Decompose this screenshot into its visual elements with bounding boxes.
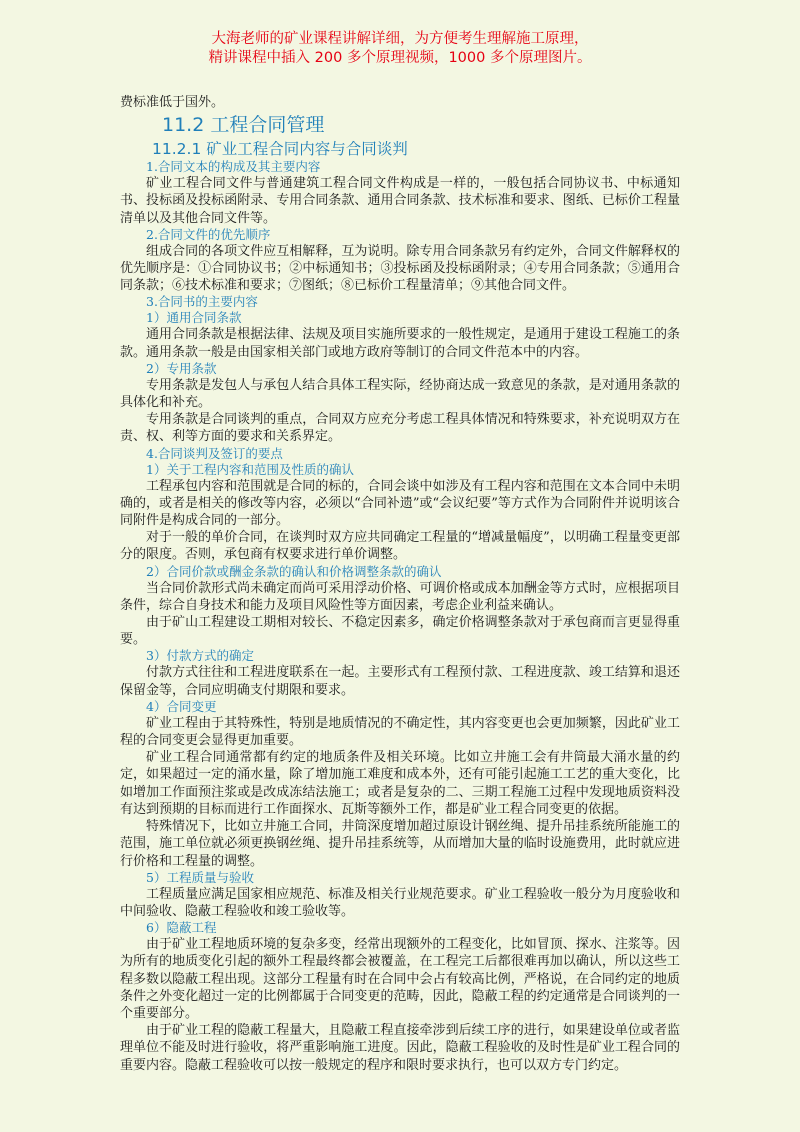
paragraph: 由于矿山工程建设工期相对较长、不稳定因素多，确定价格调整条款对于承包商而言更显得重要。 bbox=[120, 615, 680, 648]
section-heading: 11.2 工程合同管理 bbox=[162, 114, 325, 137]
item-heading: 1）通用合同条款 bbox=[146, 310, 242, 326]
item-heading: 3）付款方式的确定 bbox=[146, 648, 254, 664]
item-heading: 2）专用条款 bbox=[146, 360, 217, 376]
promo-banner-line-2: 精讲课程中插入 200 多个原理视频，1000 多个原理图片。 bbox=[208, 50, 592, 66]
subsection-heading: 11.2.1 矿业工程合同内容与合同谈判 bbox=[152, 140, 408, 159]
promo-banner bbox=[0, 30, 800, 68]
item-heading: 2.合同文件的优先顺序 bbox=[146, 226, 271, 242]
item-heading: 4）合同变更 bbox=[146, 698, 217, 714]
paragraph: 当合同价款形式尚未确定而尚可采用浮动价格、可调价格或成本加酬金等方式时，应根据项目条件，综合自身技术和能力及项目风险性等方面因素，考虑企业利益来确认。 bbox=[120, 580, 680, 613]
paragraph: 由于矿业工程地质环境的复杂多变，经常出现额外的工程变化，比如冒顶、探水、注浆等。因为所有的地质变化引起的额外工程最终都会被覆盖，在工程完工后都很难再加以确认，所以这些工程多数以隐蔽工程出现。这部分工程量有时在合同中会占有较高比例，严格说，在合同约定的地质条件之外变化超过一定的比例都属于合同变更的范畴，因此，隐蔽工程的约定通常是合同谈判的一个重要部分。 bbox=[120, 937, 680, 1021]
paragraph: 工程承包内容和范围就是合同的标的，合同会谈中如涉及有工程内容和范围在文本合同中未明确的，或者是相关的修改等内容，必须以“合同补遗”或“会议纪要”等方式作为合同附件并说明该合同附件是构成合同的一部分。 bbox=[120, 478, 680, 529]
paragraph: 矿业工程合同通常都有约定的地质条件及相关环境。比如立井施工会有井筒最大涌水量的约定，如果超过一定的涌水量，除了增加施工难度和成本外，还有可能引起施工工艺的重大变化，比如增加工作面预注浆或是改成冻结法施工；或者是复杂的二、三期工程施工过程中发现地质资料没有达到预期的目标而进行工作面探水、瓦斯等额外工作，都是矿业工程合同变更的依据。 bbox=[120, 750, 680, 817]
paragraph: 由于矿业工程的隐蔽工程量大，且隐蔽工程直接牵涉到后续工序的进行，如果建设单位或者监理单位不能及时进行验收，将严重影响施工进度。因此，隐蔽工程验收的及时性是矿业工程合同的重要内容。隐蔽工程验收可以按一般规定的程序和限时要求执行，也可以双方专门约定。 bbox=[120, 1023, 680, 1073]
item-heading: 6）隐蔽工程 bbox=[146, 920, 217, 936]
paragraph: 专用条款是合同谈判的重点，合同双方应充分考虑工程具体情况和特殊要求，补充说明双方在责、权、利等方面的要求和关系界定。 bbox=[120, 412, 680, 445]
paragraph: 工程质量应满足国家相应规范、标准及相关行业规范要求。矿业工程验收一般分为月度验收和中间验收、隐蔽工程验收和竣工验收等。 bbox=[120, 886, 680, 919]
item-heading: 1.合同文本的构成及其主要内容 bbox=[146, 159, 321, 175]
paragraph: 组成合同的各项文件应互相解释，互为说明。除专用合同条款另有约定外，合同文件解释权的优先顺序是：①合同协议书；②中标通知书；③投标函及投标函附录；④专用合同条款；⑤通用合同条款；⑥技术标准和要求；⑦图纸；⑧已标价工程量清单；⑨其他合同文件。 bbox=[120, 243, 680, 294]
item-heading: 4.合同谈判及签订的要点 bbox=[146, 445, 283, 461]
paragraph: 矿业工程合同文件与普通建筑工程合同文件构成是一样的，一般包括合同协议书、中标通知书、投标函及投标函附录、专用合同条款、通用合同条款、技术标准和要求、图纸、已标价工程量清单以及其他合同文件等。 bbox=[120, 176, 680, 226]
paragraph: 付款方式往往和工程进度联系在一起。主要形式有工程预付款、工程进度款、竣工结算和退还保留金等，合同应明确支付期限和要求。 bbox=[120, 665, 680, 698]
paragraph: 通用合同条款是根据法律、法规及项目实施所要求的一般性规定，是通用于建设工程施工的条款。通用条款一般是由国家相关部门或地方政府等制订的合同文件范本中的内容。 bbox=[120, 327, 680, 360]
paragraph: 专用条款是发包人与承包人结合具体工程实际，经协商达成一致意见的条款，是对通用条款的具体化和补充。 bbox=[120, 377, 680, 411]
item-heading: 3.合同书的主要内容 bbox=[146, 294, 258, 310]
promo-banner-line-1: 大海老师的矿业课程讲解详细，为方便考生理解施工原理， bbox=[211, 31, 589, 47]
document-body bbox=[120, 94, 680, 1074]
paragraph: 对于一般的单价合同，在谈判时双方应共同确定工程量的“增减量幅度”，以明确工程量变更部分的限度。否则，承包商有权要求进行单价调整。 bbox=[120, 530, 680, 563]
paragraph: 矿业工程由于其特殊性，特别是地质情况的不确定性，其内容变更也会更加频繁，因此矿业工程的合同变更会显得更加重要。 bbox=[120, 715, 680, 749]
item-heading: 5）工程质量与验收 bbox=[146, 869, 254, 885]
paragraph: 特殊情况下，比如立井施工合同，井筒深度增加超过原设计钢丝绳、提升吊挂系统所能施工的范围，施工单位就必须更换钢丝绳、提升吊挂系统等，从而增加大量的临时设施费用，此时就应进行价格和工程量的调整。 bbox=[120, 819, 680, 869]
item-heading: 2）合同价款或酬金条款的确认和价格调整条款的确认 bbox=[146, 563, 442, 579]
item-heading: 1）关于工程内容和范围及性质的确认 bbox=[146, 461, 354, 477]
paragraph: 费标准低于国外。 bbox=[120, 95, 225, 110]
